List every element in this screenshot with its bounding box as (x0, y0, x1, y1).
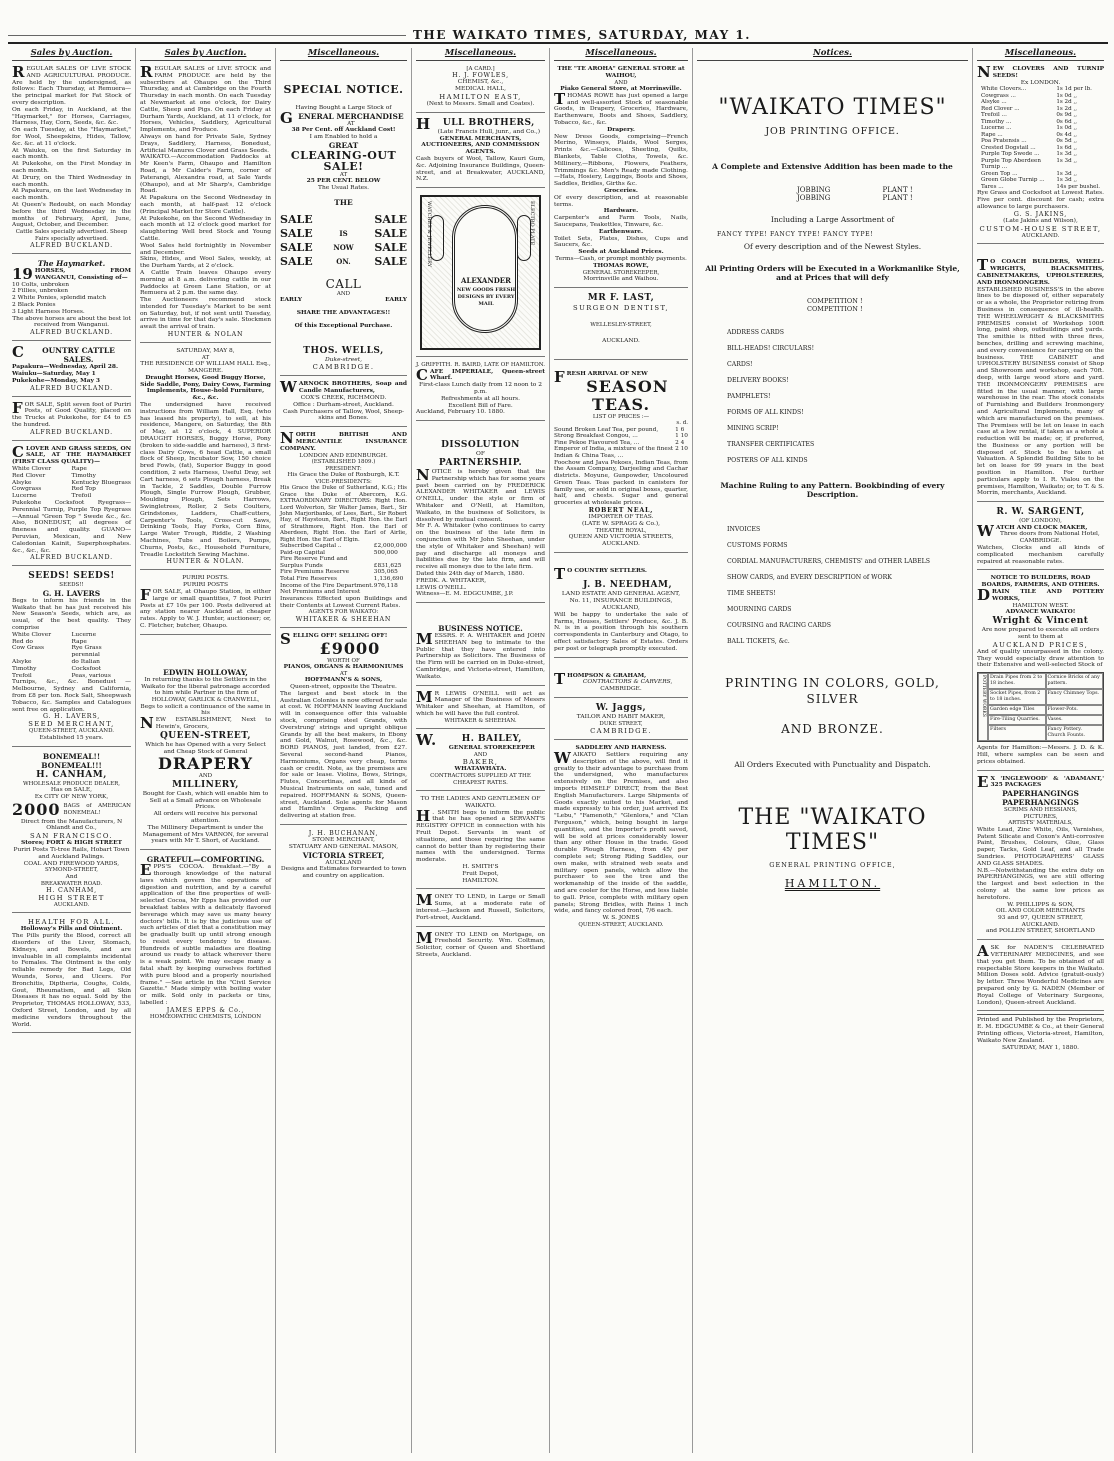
printing-list-2 (697, 526, 968, 645)
ad-last-dentist: MR F. LAST, SURGEON DENTIST, WELLESLEY-STREET, AUCKLAND. (554, 291, 688, 360)
ad-epps-cocoa: GRATEFUL—COMFORTING. EPPS'S COCOA. Breakfast.—"By a thorough knowledge of the natural laws which govern the operations of digestion and nutrition, and by a careful application of the fine properties of well-selected Cocoa, Mr Epps has provided our breakfast tables with a delicately flavored beverage which may save us many heavy doctors' bills. It is by the judicious use of such articles of diet that a constitution may be gradually built up until strong enough to resist every tendency to disease. Hundreds of subtle maladies are floating around us ready to attack wherever there is a weak point. We may escape many a fatal shaft by keeping ourselves fortified with pure blood and a properly nourished frame." —See article in the "Civil Service Gazette." Made simply with boiling water or milk. Sold only in packets or tins, labelled : JAMES EPPS & Co., HOMŒOPATHIC CHEMISTS, LONDON (140, 855, 271, 1020)
seed-list: White Clover Rape Red Clover Timothy Alsyke Kentucky Bluegrass Cowgrass Red Top Lucerne Trefoil (12, 466, 131, 500)
print-item: MOURNING CARDS (727, 605, 792, 613)
financial-table: Subscribed Capital .. £2,000,000 Paid-up Capital 500,000 Fire Reserve Fund and Surplus Funds £831,625 Fire Premiums Reserve 305,065 Total Fire Reserves 1,136,690 Income of the Fire Department. Net Premiums and Interest 976,118 (280, 543, 407, 596)
ad-cafe-imperiale: J. GRIFFITH. R. BAIRD, LATE OF HAMILTON. CAFE IMPERIALE, Queen-street Wharf. First-class Lunch daily from 12 noon to 2 p.m. Refreshments at all hours. Excellent Bill of Fare. Auckland, February 10. 1880. (416, 360, 545, 421)
ad-country-cattle-sales: C OUNTRY CATTLE SALES. Papakura—Wednesday, April 28. Waiuku—Saturday, May 1 Pukekohe—Monday, May 3 ALFRED BUCKLAND. (12, 344, 131, 396)
ad-hunter-nolan-sales: REGULAR SALES of LIVE STOCK and FARM PRODUCE are held by the subscribers at Ohaupo on the Third Thursday, and at Cambridge on the Fourth Thursday in each month. On each Tuesday at Newmarket at one o'clock, for Dairy Cattle, Sheep and Pigs. On each Friday at Durham Yards, Auckland, at 11 o'clock, for Horses, Vehicles, Saddlery, Agricultural Implements, and Produce. Always on hand for Private Sale, Sydney Drays, Saddlery, Harness, Bonedust, Artificial Manures Clover and Grass Seeds. WAIKATO.—Accommodation Paddocks at Mr Keen's Farm, Ohaupo and Hamilton Road, a Mr Calder's Farm, corner of Paterangi, Alexandra road, at Sale Yards (Ohaupo), and at Mr Sharp's, Cambridge Road. At Papakura on the Second Wednesday in each month, at half-past 12 o'clock (Principal Market for Store Cattle). At Pukekohe, on the Second Wednesday in each month at 12 o'clock good market for slaughtering Well bred Stock and Young Cattle. Wool Sales held fortnightly in November and December. Skins, Hides, and Wool Sales, weekly, at the Durham Yards, at 2 o'clock. A Cattle Train leaves Ohaupo every morning at 8 a.m. delivering cattle in our Paddocks at Green Lane Station, or at Remuera at 2 p.m. the same day. The Auctioneers recommend stock intended for Tuesday's Market to be sent on Saturday, but, if not sent until Tuesday, arrive in time for that day's sale. Stockmen await the arrival of train. HUNTER & NOLAN (140, 64, 271, 343)
ad-haymarket-horses: The Haymarket. 19 HORSES, FROM WANGANUI, Consisting of— 10 Colts, unbroken 2 Fillies, unbroken 2 White Ponies, splendid match 2 Black Ponies 3 Light Harness Horses. The above horses are about the best lot received from Wanganui. ALFRED BUCKLAND. (12, 257, 131, 341)
ad-naden-medicines: ASK for NADEN'S CELEBRATED VETERINARY MEDICINES, and see that you get them. To be obtained of all respectable Store keepers in the Waikato. Million Doses sold. Advice (gratuit-ously) by letter. Three Wonderful Medicines are prepared only by G. NADEN (Member of Royal College of Veterinary Surgeons, London), Queen-street Auckland. (977, 943, 1104, 1011)
horse-item: 2 Fillies, unbroken (12, 288, 69, 295)
jobbing-plant: JOBBING JOBBING PLANT ! PLANT ! (797, 185, 913, 202)
ad-neal-teas: FRESH ARRIVAL OF NEW SEASON TEAS. LIST OF PRICES :— s. d. Sound Broken Leaf Tea, per pound, 1 6 Strong Breakfast Congou, ... 1 10 Fine Pekoe Flavoured Tea, ... 2 4 Emperor of India, a mixture of the finest Indian & China Teas, ... 2 10 Foochow and Java Pekoes, Indian Teas, from the Assam Company, Darjeeling and Cachar districts. Moyune, Gunpowder, Uncoloured Green Teas. Teas packed in canisters for family use, or sold in original boxes, quarter, half, and chests. Sugar and general groceries at wholesale prices. ROBERT NEAL, IMPORTER OF TEAS. (LATE W. SPRAGG & Co.), THEATRE ROYAL, QUEEN AND VICTORIA STREETS, AUCKLAND. (554, 363, 688, 553)
section-heading: Notices. (697, 48, 968, 61)
ad-lavers-seeds: SEEDS! SEEDS! SEEDS!! G. H. LAVERS Begs to inform his friends in the Waikato that he has just received his New Season's Seeds, which are, as usual, of the best quality. They comprise White Clover Lucerne Red do Rape Cow Grass Rye Grass perennial Alsyke do Italian Timothy Cocksfoot Trefoil Peas, various Turnips, &c., &c. Bonedust — Melbourne, Sydney and California, from £8 per ton. Rock Salt, Sheepwash Tobacco, &c. Samples and Catalogues sent free on application. G. H. LAVERS, SEED MERCHANT, QUEEN-STREET, AUCKLAND. Established 15 years. (12, 569, 131, 746)
colors-line-2: AND BRONZE. (781, 721, 884, 736)
ad-canham-bonemeal: BONEMEAL!! BONEMEAL!!! H. CANHAM, WHOLESALE PRODUCE DEALER, Has on SALE, Ex CITY OF NEW YORK, 2000 BAGS of AMERICAN BONEMEAL! Direct from the Manufacturers, N Ohlandt and Co., SAN FRANCISCO. Stores; FORT & HIGH STREET Puriri Posts Ti-tree Rails, Hobart Town and Auckland Palings. COAL AND FIREWOOD YARDS, SYMOND-STREET, And BREAKWATER ROAD. H. CANHAM, HIGH STREET AUCKLAND. (12, 750, 131, 914)
ad-dissolution-partnership: DISSOLUTION OF PARTNERSHIP. NOTICE is hereby given that the Partnership which has for some years past been carried on by FREDERICK ALEXANDER WHITAKER and LEWIS O'NEILL, under the style or firm of Whitaker and O'Neill, at Hamilton, Waikato, in the business of Solicitors, is dissolved by mutual consent. Mr F. A. Whitaker (who continues to carry on the business of the late firm in conjunction with Mr John Sheehan, under the style of Whitaker and Sheehan) will pay and discharge all moneys and liabilities due by the late firm, and will receive all moneys due to the late firm. Dated this 24th day of March, 1880. FREDK. A. WHITAKER, LEWIS O'NEILL. Witness—E. M. EDGCUMBE, J.P. (416, 424, 545, 603)
section-heading: Sales by Auction. (12, 48, 131, 61)
column-4 (412, 48, 550, 1453)
waikato-times-footer: THE "WAIKATO TIMES" (738, 805, 927, 856)
masthead-rule (8, 35, 406, 36)
horse-item: 3 Light Harness Horses. (12, 308, 85, 315)
ad-jaggs-tailor: W. Jaggs, TAILOR AND HABIT MAKER, DUKE STREET, CAMBRIDGE. (554, 701, 688, 740)
section-heading: Miscellaneous. (280, 48, 407, 61)
ad-needham-agent: T O COUNTRY SETTLERS. J. B. NEEDHAM, LAND ESTATE AND GENERAL AGENT, No. 11, INSURANCE BUILDINGS, AUCKLAND, Will be happy to undertake the sale of Farms, Houses, Settlers' Produce, &c. J. B. N. is in a position through his southern correspondents in Canterbury and Otago, to effect satisfactory Sales of Estates. Orders per post or telegraph promptly executed. (554, 556, 688, 658)
waikato-times-title: "WAIKATO TIMES" (718, 95, 947, 120)
ad-puriri-posts-ohaupo: PURIRI POSTS. PURIRI POSTS FOR SALE, at Ohaupo Station, in either large or small quantities, 7 foot Puriri Posts at £7 10s per 100. Posts delivered at any station nearer Auckland at cheaper rates. Apply to W. J. Hunter, auctioneer; or, C. Fletcher, butcher, Ohaupo. (140, 573, 271, 634)
print-item: INVOICES (727, 525, 761, 533)
alexander-emblem: WATCHES & JEWELLERY ELECTRO PLATE ALEXANDER NEW GOODS FRESH DESIGNS BY EVERY MAIL (420, 195, 541, 350)
ad-money-to-lend-1: MONEY TO LEND, in Large or Small Sums, at a moderate rate of interest.—Jackson and Russell, Solicitors, Fort-street, Auckland. (416, 892, 545, 926)
ad-money-to-lend-2: MONEY TO LEND on Mortgage, on Freehold Security. Wm. Coltman, Solicitor, corner of Queen and Shortland Streets, Auckland. (416, 928, 545, 959)
clock-icon (430, 215, 444, 261)
print-item: FORMS OF ALL KINDS! (727, 408, 804, 416)
ad-warnock-brothers: WARNOCK BROTHERS, Soap and Candle Manufacturers, COX'S CREEK, RICHMOND. Office : Durham-street, Auckland. Cash Purchasers of Tallow, Wool, Sheep-skins and Bones. (280, 379, 407, 427)
colors-line-1: PRINTING IN COLORS, GOLD, SILVER (725, 675, 940, 706)
ad-edwin-holloway: EDWIN HOLLOWAY, In returning thanks to the Settlers in the Waikato for the liberal patronage accorded to him while Partner in the firm of HOLLOWAY, GARLICK & CRANWELL, Begs to solicit a continuance of the same in his NEW ESTABLISHMENT, Next to Hewin's, Grocers, QUEEN-STREET, Which he has Opened with a very Select and Cheap Stock of General DRAPERY AND MILLINERY, Bought for Cash, which will enable him to Sell at a Small advance on Wholesale Prices. All orders will receive his personal attention. The Millinery Department is under the Management of Mrs VARNON, for several years with Mr T. Short, of Auckland. (140, 638, 271, 850)
ad-hull-brothers: H ULL BROTHERS, (Late Francis Hull, junr., and Co.,) GENERAL MERCHANTS, AUCTIONEERS, AND COMMISSION AGENTS. Cash buyers of Wool, Tallow, Kauri Gum, &c. Adjoining Insurance Buildings, Queen-street, and at Breakwater, AUCKLAND, N.Z. (416, 116, 545, 188)
job-printing-subtitle: JOB PRINTING OFFICE. (765, 126, 900, 137)
print-item: CUSTOMS FORMS (727, 541, 788, 549)
section-heading: Miscellaneous. (977, 48, 1104, 61)
ad-business-notice: BUSINESS NOTICE. MESSRS. F. A. WHITAKER and JOHN SHEEHAN beg to intimate to the Public that they have entered into Partnership as Solicitors. The Business of the Firm will be carried on in Duke-street, Cambridge, and Victoria-street, Hamilton, Waikato. (416, 606, 545, 686)
ad-te-aroha-store: THE "TE AROHA" GENERAL STORE at WAIHOU, AND Piako General Store, at Morrinsville. THOMAS ROWE has just opened a large and well-assorted Stock of seasonable Goods, in Drapery, Groceries, Hardware, Earthenware, Boots and Shoes, Saddlery, Tobacco, &c., &c. Drapery. New Dress Goods, comprising—French Merino, Winseys, Plaids, Wool Serges, Prints &c.—Calicoes, Sheeting, Quilts, Blankets, Table Cloths, Towels, &c. Millinery,—Ribbons, Flowers, Feathers, Trimmings &c. Men's Ready made Clothing.—Hats, Hosiery, Leggings, Boots and Shoes, Saddles, Bridles, Girths &c. Groceries. Of every description, and at reasonable terms. Hardware. Carpenter's and Farm Tools, Nails, Saucepans, Teakettles, Tinware, &c. Earthenware. Toilet Sets, Plates, Dishes, Cups and Saucers, &c. Seeds at Auckland Prices. Terms—Cash, or prompt monthly payments. THOMAS ROWE, GENERAL STOREKEEPER, Morrinsville and Waihou. (554, 64, 688, 288)
ad-north-british-insurance: NORTH BRITISH AND MERCANTILE INSURANCE COMPANY. LONDON AND EDINBURGH. (ESTABLISHED 1809.) PRESIDENT: His Grace the Duke of Roxburgh, K.T. VICE-PRESIDENTS: His Grace the Duke of Sutherland, K.G.; His Grace the Duke of Abercorn, K.G. EXTRAORDINARY DIRECTORS: Right Hon. Lord Wolverton, Sir Walter James, Bart., Sir John Marjoribanks, of Lees, Bart., Sir Robert Hay, of Haystoun, Bart., Right Hon. the Earl of Strathmore, Right Hon. the Earl of Aberdeen, Right Hon. the Earl of Airlie, Right Hon. the Earl of Elgin. Subscribed Capital .. £2,000,000 Paid-up Capital 500,000 Fire Reserve Fund and Surplus Funds £831,625 Fire Premiums Reserve 305,065 Total Fire Reserves 1,136,690 Income of the Fire Department. Net Premiums and Interest 976,118 Insurances Effected upon Buildings and their Contents at Lowest Current Rates. AGENTS FOR WAIKATO: WHITAKER & SHEEHAN (280, 430, 407, 628)
ad-jones-saddlery: SADDLERY AND HARNESS. WAIKATO Settlers requiring any description of the above, will find it greatly to their advantage to purchase from the undersigned, who manufactures extensively on the Premises, and also imports HIMSELF DIRECT, from the Best English Manufacturers. Large Shipments of Goods exactly suited to his Market, and made expressly to his order, just arrived Ex "Lebu," "Famenoth," "Glenlora," and "Clan Ferguson," which, being bought in large quantities, and the Importer's profit saved, will be sold at prices considerably lower than any other House in the trade. Good durable Plough Harness, from 45/ per complete set; Strong Riding Saddles, our own make, with strained web seats and military open panels, which allow the purchaser to see the tree and the workmanship of the inside of the saddle, and are cooler for the Horse, and less liable to gall. Price, complete with military open panels; Strong Bridles, with Reins 1 inch wide, and fancy colored front, 7/6 each. W. S. JONES QUEEN-STREET, AUCKLAND. (554, 744, 688, 928)
ad-hoffmann-pianos: SELLING OFF! SELLING OFF! £9000 WORTH OF PIANOS, ORGANS & HARMONIUMS AT HOFFMANN'S & SONS, Queen-street, opposite the Theatre. The largest and best stock in the Australian Colonies is now offered for sale at cost. W. HOFFMANN leaving Auckland will in consequence offer this valuable stock, comprising steel Grands, with Overstrung' strings and upright oblique Grands by all the best makers, in Ebony and Gold, Walnut, Rosewood, &c., &c. BORD PIANOS, just landed, from £27. Several second-hand Pianos, Harmoniums, Organs very cheap, terms cash or credit. Note, as the premises are for sale or lease. Violins, Bows, Strings, Flutes, Concertinas, and all kinds of Musical Instruments on sale, tuned and repaired. HOFFMANN & SONS, Queen-street, Auckland. Sole agents for Mason and Hamlin's Organs. Packing and delivering at station free. (280, 631, 407, 825)
ad-alexander-jeweller (416, 191, 545, 357)
horse-item: 2 Black Ponies (12, 301, 56, 308)
column-2 (136, 48, 276, 1453)
fancy-type: FANCY TYPE! FANCY TYPE! FANCY TYPE! (717, 230, 874, 238)
print-item: BILL-HEADS! CIRCULARS! (727, 344, 815, 352)
masthead-title: THE WAIKATO TIMES, SATURDAY, MAY 1. (413, 28, 751, 42)
print-item: PAMPHLETS! (727, 392, 771, 400)
section-heading: Sales by Auction. (140, 48, 271, 61)
ad-smith-registry: TO THE LADIES AND GENTLEMEN OF WAIKATO. H . SMITH begs to inform the public that he has opened a SERVANT'S REGISTRY OFFICE in connection with his Fruit Depot. Servants in want of situations, and those requiring the same cannot do better than by registering their names with the undersigned. Terms moderate. H. SMITH'S Fruit Depot, HAMILTON. (416, 794, 545, 889)
ad-jakins-seeds: NEW CLOVERS AND TURNIP SEEDS! Ex LONDON. White Clovers... 1s 1d per lb. Cowgrass ... 1s 0d ,, Alsyke ... 1s 2d ,, Red Clover ... 1s 2d ,, Trefoil ... 0s 9d ,, Timothy ... 0s 6d ,, Lucerne ... 1s 0d ,, Rape ... 0s 4d ,, Poa Pratensis ... 0s 5d ,, Crested Dogstail ... 1s 6d ,, Purple Top Swede ... 1s 3d ,, Purple Top Aberdeen Turnip ... 1s 3d ,, Green Top ... 1s 3d ,, Green Globe Turnip ... 1s 3d ,, Tares ... 14s per bushel. Rye Grass and Cocksfoot at Lowest Rates. Five per cent. discount for cash; extra allowance to large purchasers. G. S. JAKINS, (Late Jakins and Wilson), CUSTOM-HOUSE STREET, AUCKLAND. (977, 64, 1104, 244)
section-heading: Miscellaneous. (416, 48, 545, 61)
print-item: TRANSFER CERTIFICATES (727, 440, 815, 448)
ad-puriri-posts: FOR SALE, Split seven foot of Puriri Posts, of Good Quality, placed on the Trucks at Pukekohe, for £4 to £5 the hundred. ALFRED BUCKLAND. (12, 400, 131, 441)
tea-price-list: Sound Broken Leaf Tea, per pound, 1 6 Strong Breakfast Congou, ... 1 10 Fine Pekoe Flavoured Tea, ... 2 4 Emperor of India, a mixture of the finest Indian & China Teas, ... 2 10 (554, 426, 688, 459)
ad-thos-wells-sale: SPECIAL NOTICE. Having Bought a Large Stock of GENERAL MERCHANDISE AT 38 Per Cent. off Auckland Cost! I am Enabled to hold a GREAT CLEARING-OUT SALE! AT 25 PER CENT. BELOW The Usual Rates. THE SALE SALE SALE IS SALE SALE NOW SALE SALE ON. SALE CALL AND EARLY EARLY SHARE THE ADVANTAGES!! Of this Exceptional Purchase. THOS. WELLS, Duke-street, CAMBRIDGE. (280, 64, 407, 376)
imprint: Printed and Published by the Proprietors, E. M. EDGCUMBE & Co., at their General Printing offices, Victoria-street, Hamilton, Waikato New Zealand. SATURDAY, MAY 1, 1880. (977, 1014, 1104, 1051)
print-item: COURSING and RACING CARDS (727, 621, 831, 629)
horse-item: 10 Colts, unbroken (12, 281, 70, 288)
ad-bailey-storekeeper: W. H. BAILEY, GENERAL STOREKEEPER AND BAKER, WHATAWHATA. CONTRACTORS SUPPLIED AT THE CHEAPEST RATES. (416, 732, 545, 791)
print-item: ADDRESS CARDS (727, 328, 784, 336)
emblem-ring (452, 205, 518, 333)
ad-wright-vincent-pottery: NOTICE TO BUILDERS, ROAD BOARDS, FARMERS, AND OTHERS. DRAIN TILE AND POTTERY WORKS, HAMILTON WEST. ADVANCE WAIKATO! Wright & Vincent Are now prepared to execute all orders sent to them at AUCKLAND PRICES, And of quality unsurpassed in the colony. They would especially draw attention to their Extensive and well-selected Stock of POTTERY WORKS Drain Pipes from 2 to 18 inches. Cornice Bricks of any pattern. Socket Pipes, from 2 to 18 inches. Fancy Chimney Tops. Garden edge Tiles Flower-Pots. Fire-Tiling Quarries. Vases. Filters Fancy Pottery. Church Founts. Agents for Hamilton:—Messrs. J. D. & K. Hill, where samples can be seen and prices obtained. (977, 573, 1104, 770)
ad-clover-grass-seeds: CLOVER AND GRASS SEEDS, ON SALE, AT THE HAYMARKET (FIRST CLASS QUALITY)— White Clover Rape Red Clover Timothy Alsyke Kentucky Bluegrass Cowgrass Red Top Lucerne Trefoil Pukekohe Cocksfoot Ryegrass—Perennial Turnip, Purple Top Ryegrass—Annual "Green Top " Swede &c., &c. Also, BONEDUST, all degrees of fineness and quality. GUANO—Peruvian, Mexican, and New Caledonian Kainit, Superphosphates. &c., &c., &c. ALFRED BUCKLAND. (12, 444, 131, 567)
print-item: BALL TICKETS, &c. (727, 637, 790, 645)
section-heading: Miscellaneous. (554, 48, 688, 61)
ad-fowles-chemist: [A CARD.] H. J. FOWLES, CHEMIST, &c., MEDICAL HALL, HAMILTON EAST, (Next to Messrs. Small and Coates). (416, 64, 545, 113)
column-6: Notices. "WAIKATO TIMES" JOB PRINTING OFFICE. A Complete and Extensive Addition has been made to the JOBBING JOBBING PLANT ! PLANT ! Including a Large Assortment of FANCY TYPE! FANCY TYPE! FANCY TYPE! Of every description and of the Newest Styles. All Printing Orders will be Executed in a Workmanlike Style, and at Prices that will defy COMPETITION ! COMPETITION ! ADDRESS CARDS BILL-HEADS! CIRCULARS! CARDS! DELIVERY BOOKS! PAMPHLETS! FORMS OF ALL KINDS! MINING SCRIP! TRANSFER CERTIFICATES POSTERS OF ALL KINDS Machine Ruling to any Pattern. Bookbinding of every Description. INVOICES CUSTOMS FORMS CORDIAL MANUFACTURERS, CHEMISTS' and OTHER LABELS SHOW CARDS, and EVERY DESCRIPTION of WORK TIME SHEETS! MOURNING CARDS COURSING and RACING CARDS BALL TICKETS, &c. PRINTING IN COLORS, GOLD, SILVER AND BRONZE. All Orders Executed with Punctuality and Dispatch. THE "WAIKATO TIMES" GENERAL PRINTING OFFICE, HAMILTON. (693, 48, 973, 1453)
print-item: DELIVERY BOOKS! (727, 376, 789, 384)
horse-item: 2 White Ponies, splendid match (12, 295, 107, 302)
print-item: CARDS! (727, 360, 753, 368)
column-7 (973, 48, 1108, 1453)
sale-grid: SALE SALE SALE IS SALE SALE NOW SALE SALE ON. SALE (280, 212, 407, 268)
columns (8, 48, 1108, 1453)
ad-phillipps-paperhangings: E X 'INGLEWOOD' & 'ADAMANT,' 325 PACKAGES PAPERHANGINGS PAPERHANGINGS SCRIMS AND HESSIANS, PICTURES, ARTISTS' MATERIALS, White Lead, Zinc White, Oils, Varnishes, Patent Silicate and Coxon's Anti-corrosive Paint, Brushes, Colours, Glue, Glass paper, Tacks, Gold Leaf, and all Trade Sundries. PHOTOGRAPHERS' GLASS AND GLASS SHADES. N.B.—Notwithstanding the extra duty on PAPERHANGINGS, we are still offering the largest and best selection in the colony at the same low prices as heretofore. W. PHILLIPPS & SON, OIL AND COLOR MERCHANTS 93 and 97, QUEEN STREET, AUCKLAND. and POLLEN STREET, SHORTLAND (977, 774, 1104, 941)
ad-mangere-sale: SATURDAY, MAY 8, AT THE RESIDENCE OF WILLIAM HALL Esq., MANGERE. Draught Horses, Good Buggy Horse, Side Saddle, Pony, Dairy Cows, Farming Implements, House-hold Furniture, &c., &c. The undersigned have received instructions from William Hall, Esq. (who has leased his property), to sell, at his residence, Mangere, on Saturday, the 8th of May, at 12 o'clock, 4 SUPERIOR DRAUGHT HORSES, Buggy Horse, Pony (broken to side-saddle and harness), 3 first-class Dairy Cows, 6 head Cattle, a small flock of Sheep, Incubator Sow, 150 choice bred Fowls, (fat), Superior Buggy in good condition, 2 sets Harness, Useful Dray, set Cart harness, 6 sets Plough harness, Break in Tackle, 2 Saddles, Double Furrow Plough, Single Furrow Plough, Grubber, Moulding Plough, Sets Harrows, Swingletrees, Roller, 2 Sets Coulters, Grindstones, Ladders, Chaff-cutters, Carpenter's Tools, Cross-cut Saws, Drinking Tools, Hay Forks, Corn Bins, Large Water Trough, Riddle, 2 Washing Machines, Tubs and Boilers, Pumps, Churns, Posts, &c., Household Furniture, Treadle Lockstitch Sewing Machine. HUNTER & NOLAN. (140, 346, 271, 570)
ad-oneill-manager: M R LEWIS O'NEILL will act as Manager of the Business of Messrs Whitaker and Sheehan, at Hamilton, of which he will have the full control. WHITAKER & SHEEHAN. (416, 689, 545, 730)
ad-sargent-watchmaker: R. W. SARGENT, (OF LONDON), WATCH AND CLOCK MAKER, Three doors from National Hotel, CAMBRIDGE. Watches, Clocks and all kinds of complicated mechanism carefully repaired at reasonable rates. (977, 505, 1104, 570)
print-item: TIME SHEETS! (727, 589, 776, 597)
ad-thompson-graham: THOMPSON & GRAHAM, CONTRACTORS & CARVERS, CAMBRIDGE. (554, 661, 688, 698)
ad-buchanan-mason: J. H. BUCHANAN, STONE MERCHANT, STATUARY AND GENERAL MASON, VICTORIA STREET, AUCKLAND Designs and Estimates forwarded to town and country on application. (280, 829, 407, 880)
ad-vialou-business: T O COACH BUILDERS, WHEEL-WRIGHTS, BLACKSMITHS, CABINETMAKERS, UPHOLSTERERS, AND IRONMONGERS. ESTABLISHED BUSINESS'S in the above lines to be disposed of, either separately or as a whole, the Proprietor retiring from Business in consequence of ill-health. THE WHEELWRIGHT & BLACKSMITHS PREMISES consist of Workshop 100ft long, paint shop, outbuildings and yards. The smithie is fitted with three fires, benches, drilling and screwing machine, and every convenience for carrying on the business. THE CABINET and UPHOLSTERY BUSINESS consist of Shop and Showroom and workshop, each 70ft. deep, with large wood store and yard. THE IRONMONGERY PREMISES are fitted in the usual manner, with large warehouse in the rear. The stock consists of Furnishing and Builders Ironmongery and Agricultural Implements, many of which are manufactured on the premises. The Premises will be let on lease in each case at a low rental, if taken as a whole a reduction will be made; or, if preferred, the Business or any portion will be disposed of. Stock to be taken at Valuation. A Splendid Building Site to be let on lease for 99 years in the best position in Hamilton. For further particulars apply to I. R. Vialou on the premises, Hamilton, Waikato; or, to T. & S. Morrin, merchants, Auckland. (977, 247, 1104, 502)
column-3 (276, 48, 412, 1453)
ad-buckland-livestock: REGULAR SALES OF LIVE STOCK AND AGRICULTURAL PRODUCE. Are held by the undersigned, as follows: Each Thursday, at Remuera—the principal market for Fat Stock of every description. On each Friday, in Auckland, at the "Haymarket," for Horses, Carriages, Harness, Hay, Corn, Seeds, &c. &c. On each Tuesday, at the "Haymarket," for Wool, Sheepskins, Hides, Tallow, &c. &c. at 11 o'clock. At Waiuku, on the first Saturday in each month. At Pukekohe, on the First Monday in each month. At Drury, on the Third Wednesday in each month. At Papakura, on the last Wednesday in each month. At Queen's Redoubt, on each Monday before the third Wednesday in the months of February, April, June, August, October, and December. Cattle Sales specially advertised. Sheep Fairs specially advertised. ALFRED BUCKLAND. (12, 64, 131, 254)
print-item: POSTERS OF ALL KINDS (727, 456, 808, 464)
masthead (8, 30, 1108, 44)
ad-holloway-pills: HEALTH FOR ALL. Holloway's Pills and Ointment. The Pills purify the Blood, correct all disorders of the Liver, Stomach, Kidneys, and Bowels, and are invaluable in all complaints incidental to Females. The Ointment is the only reliable remedy for Bad Legs, Old Wounds, Sores, and Ulcers. For Bronchitis, Diptheria, Coughs, Colds, Gout, Rheumatism, and all Skin Diseases it has no equal. Sold by the Proprietor, THOMAS HOLLOWAY, 533, Oxford Street, London, and by all medicine vendors throughout the World. (12, 916, 131, 1033)
print-item: SHOW CARDS, and EVERY DESCRIPTION of WORK (727, 573, 892, 581)
printing-list-1 (697, 329, 968, 464)
pottery-table: POTTERY WORKS Drain Pipes from 2 to 18 inches. Cornice Bricks of any pattern. Socket Pipes, from 2 to 18 inches. Fancy Chimney Tops. Garden edge Tiles Flower-Pots. Fire-Tiling Quarries. Vases. Filters Fancy Pottery. Church Founts. (977, 672, 1104, 742)
seed-list: White Clover Lucerne Red do Rape Cow Grass Rye Grass perennial Alsyke do Italian Timothy Cocksfoot Trefoil Peas, various (12, 631, 111, 679)
print-item: CORDIAL MANUFACTURERS, CHEMISTS' and OTHER LABELS (727, 557, 930, 565)
seed-price-list: White Clovers... 1s 1d per lb. Cowgrass ... 1s 0d ,, Alsyke ... 1s 2d ,, Red Clover ... 1s 2d ,, Trefoil ... 0s 9d ,, Timothy ... 0s 6d ,, Lucerne ... 1s 0d ,, Rape ... 0s 4d ,, Poa Pratensis ... 0s 5d ,, Crested Dogstail ... 1s 6d ,, Purple Top Swede ... 1s 3d ,, Purple Top Aberdeen Turnip ... 1s 3d ,, Green Top ... 1s 3d ,, Green Globe Turnip ... 1s 3d ,, Tares ... 14s per bushel. (981, 86, 1100, 190)
competition: COMPETITION ! COMPETITION ! (807, 296, 863, 313)
column-1 (8, 48, 136, 1453)
print-item: MINING SCRIP! (727, 424, 779, 432)
column-5 (550, 48, 693, 1453)
